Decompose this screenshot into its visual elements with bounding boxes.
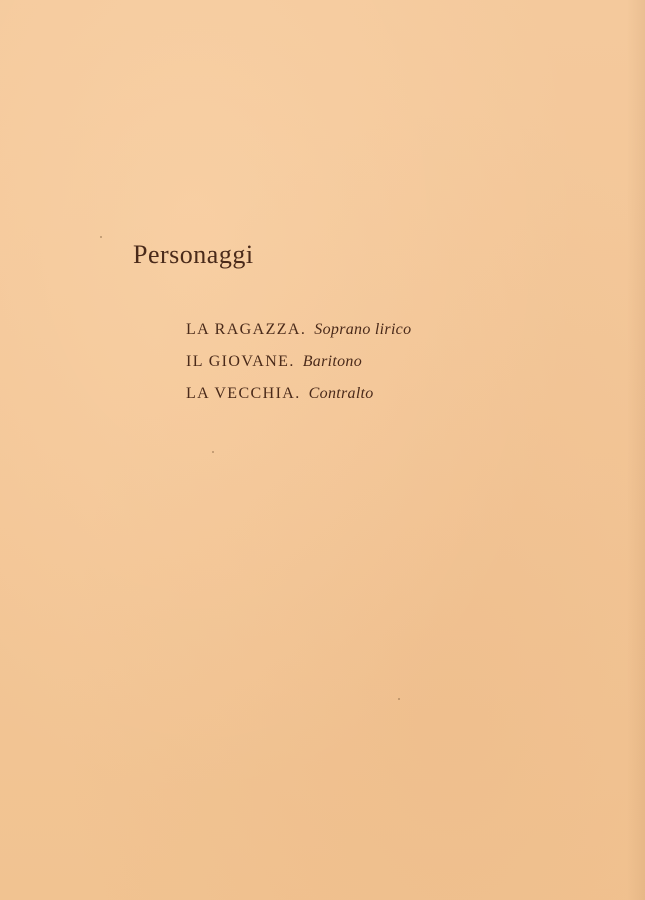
paper-speck <box>100 236 102 238</box>
voice-type: Soprano lirico <box>314 321 412 338</box>
voice-type: Contralto <box>308 385 374 402</box>
voice-type: Baritono <box>302 353 363 370</box>
character-name: LA VECCHIA. <box>186 385 301 402</box>
paper-speck <box>212 451 214 453</box>
character-name: LA RAGAZZA. <box>186 321 307 338</box>
paper-speck <box>398 698 400 700</box>
page-title: Personaggi <box>133 240 254 269</box>
cast-item <box>186 378 411 410</box>
cast-list <box>186 314 411 410</box>
cast-item <box>186 346 411 378</box>
cast-item <box>186 314 411 346</box>
character-name: IL GIOVANE. <box>186 353 295 370</box>
